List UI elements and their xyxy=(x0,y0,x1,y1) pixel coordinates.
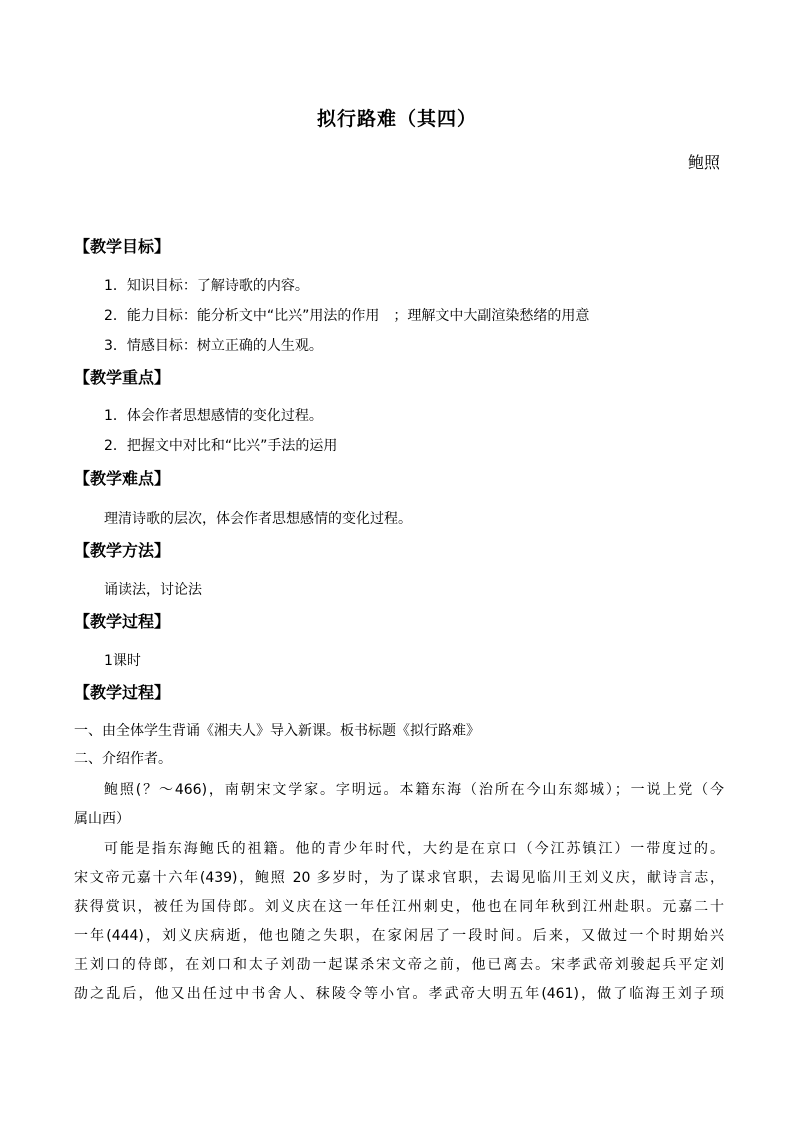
goal-item: 2．能力目标：能分析文中“比兴”用法的作用 ；理解文中大副渲染愁绪的用意 xyxy=(104,308,590,324)
goal-item: 3．情感目标：树立正确的人生观。 xyxy=(104,338,323,354)
difficulty-text: 理清诗歌的层次，体会作者思想感情的变化过程。 xyxy=(104,511,412,527)
bio-line: 一年(444)，刘义庆病逝，他也随之失职，在家闲居了一段时间。后来，又做过一个时期始兴 xyxy=(74,928,724,944)
section-heading-focus: 【教学重点】 xyxy=(74,368,171,387)
bio-line: 王刘口的侍郎，在刘口和太子刘劭一起谋杀宋文帝之前，他已离去。宋孝武帝刘骏起兵平定刘 xyxy=(74,957,724,973)
section-heading-difficulty: 【教学难点】 xyxy=(74,469,171,488)
process-hours-text: 1课时 xyxy=(104,653,141,669)
bio-line: 劭之乱后，他又出任过中书舍人、秣陵令等小官。孝武帝大明五年(461)，做了临海王刘子顼 xyxy=(74,986,724,1002)
document-title: 拟行路难（其四） xyxy=(316,108,477,130)
focus-item: 1．体会作者思想感情的变化过程。 xyxy=(104,408,323,424)
section-heading-process: 【教学过程】 xyxy=(74,683,171,702)
bio-line: 可能是指东海鲍氏的祖籍。他的青少年时代，大约是在京口（今江苏镇江）一带度过的。 xyxy=(104,841,724,857)
bio-line: 获得赏识，被任为国侍郎。刘义庆在这一年任江州刺史，他也在同年秋到江州赴职。元嘉二十 xyxy=(74,899,724,915)
section-heading-process-hours: 【教学过程】 xyxy=(74,612,171,631)
focus-item: 2．把握文中对比和“比兴”手法的运用 xyxy=(104,438,338,454)
section-heading-method: 【教学方法】 xyxy=(74,541,171,560)
goal-item: 1．知识目标：了解诗歌的内容。 xyxy=(104,278,309,294)
process-step: 一、由全体学生背诵《湘夫人》导入新课。板书标题《拟行路难》 xyxy=(74,723,480,739)
bio-line: 属山西） xyxy=(74,811,130,827)
bio-line: 鲍照(？～466)，南朝宋文学家。字明远。本籍东海（治所在今山东郯城）；一说上党（今 xyxy=(104,782,724,798)
method-text: 诵读法，讨论法 xyxy=(104,582,202,598)
process-step: 二、介绍作者。 xyxy=(74,751,172,767)
bio-line: 宋文帝元嘉十六年(439)，鲍照 20 多岁时，为了谋求官职，去谒见临川王刘义庆，献诗言志， xyxy=(74,870,724,886)
section-heading-goals: 【教学目标】 xyxy=(74,237,171,256)
author-name: 鲍照 xyxy=(687,153,720,172)
